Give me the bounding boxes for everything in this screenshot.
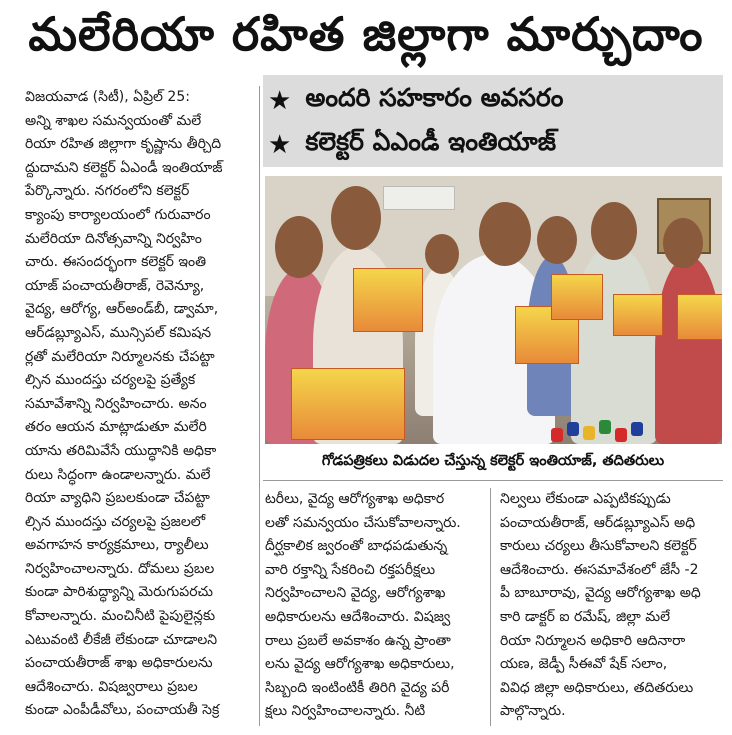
article-line: పేర్కొన్నారు. నగరంలోని కలెక్టర్ [25,183,190,200]
photo-poster-2 [291,368,405,440]
article-line: నిల్వలు లేకుండా ఎప్పటికప్పుడు [500,491,671,507]
article-line: ఆర్‌డబ్ల్యూఎస్, మున్సిపల్ కమిషన [25,324,212,341]
photo-person-7 [655,256,722,444]
article-line: రియా నిర్మూలన అధికారి ఆదినారా [500,632,686,649]
article-line: క్యాంపు కార్యాలయంలో గురువారం [25,206,211,223]
article-column-1 [25,86,253,723]
article-line: రులు సిద్ధంగా ఉండాలన్నారు. మలే [25,466,211,483]
article-line: పాల్గొన్నారు. [500,703,566,720]
news-photo [265,176,722,444]
photo-head-5 [537,216,577,264]
article-line: ఆదేశించారు. ఈసమావేశంలో జేసీ -2 [500,561,699,578]
article-line: క్షలు నిర్వహించాలన్నారు. నీటి [265,703,426,720]
article-line: నిర్వహించాలని వైద్య, ఆరోగ్యశాఖ [265,585,446,602]
article-line: కోవాలన్నారు. మంచినీటి పైపులైన్లకు [25,608,216,625]
photo-head-6 [591,202,637,260]
article-column-3 [500,488,717,724]
article-line: నిర్వహించాలన్నారు. దోమలు ప్రబల [25,560,215,577]
article-line: ద్దుదామని కలెక్టర్ ఏఎండీ ఇంతియాజ్ [25,159,223,176]
article-line: కుండా ఎంపీడీవోలు, పంచాయతీ సెక్ర [25,702,220,719]
article-line: వైద్య, ఆరోగ్య, ఆర్అండ్‌బీ, డ్వామా, [25,301,219,318]
article-line: రియా రహిత జిల్లాగా కృష్ణాను తీర్చిది [25,136,222,153]
article-line: విజయవాడ (సిటీ), ఏప్రిల్ 25: [25,89,190,105]
article-line: కుండా పారిశుద్ధ్యాన్ని మెరుగుపరచు [25,584,213,601]
article-line: కారులు చర్యలు తీసుకోవాలని కలెక్టర్ [500,538,697,555]
subhead-1 [268,80,720,122]
photo-poster-5 [613,294,663,336]
article-line: అధికారులను ఆదేశించారు. విషజ్వ [265,608,451,625]
photo-mic-3 [583,426,595,440]
article-line: వారి రక్తాన్ని సేకరించి రక్తపరీక్షలు [265,561,436,578]
star-icon: ★ [268,130,292,160]
article-line: సమావేశాన్ని నిర్వహించారు. అనం [25,395,207,412]
article-line: సిబ్బంది ఇంటింటికీ తిరిగి వైద్య పరీ [265,679,450,696]
article-line: పంచాయతీరాజ్, ఆర్‌డబ్ల్యూఎస్ అధి [500,514,696,531]
article-line: అన్ని శాఖల సమన్వయంతో మలే [25,112,202,129]
article-line: మలేరియా దినోత్సవాన్ని నిర్వహిం [25,230,202,247]
article-line: పంచాయతీరాజ్ శాఖ అధికారులను [25,655,213,672]
article-line: టరీలు, వైద్య ఆరోగ్యశాఖ అధికార [265,491,445,507]
photo-head-4 [479,202,531,266]
photo-air-conditioner [383,186,455,210]
article-line: ర్లతో మలేరియా నిర్మూలనకు చేపట్టా [25,348,215,365]
article-line: యాను తరిమివేసే యుద్ధానికి అధికా [25,442,217,459]
article-line: యాజ్ పంచాయతీరాజ్, రెవెన్యూ, [25,277,205,294]
photo-mic-4 [599,420,611,434]
article-line: దీర్ఘకాలిక జ్వరంతో బాధపడుతున్న [265,538,448,555]
photo-poster-4 [551,274,603,320]
photo-head-2 [331,186,381,250]
article-line: చారు. ఈసందర్భంగా కలెక్టర్ ఇంతి [25,254,207,271]
headline: మలేరియా రహిత జిల్లాగా మార్చుదాం [28,7,704,61]
photo-mic-2 [567,422,579,436]
subhead-2 [268,124,720,166]
article-line: లను వైద్య ఆరోగ్యశాఖ అధికారులు, [265,656,455,673]
article-line: వివిధ జిల్లా అధికారులు, తదితరులు [500,679,694,696]
article-line: కారి డాక్టర్ ఐ రమేష్, జిల్లా మలే [500,608,671,625]
photo-caption: గోడపత్రికలు విడుదల చేస్తున్న కలెక్టర్ ఇంతియాజ్, తదితరులు [263,446,723,481]
star-icon: ★ [268,86,292,116]
article-line: ల్సిన ముందస్తు చర్యలపై ప్రజలలో [25,513,206,530]
photo-head-1 [275,216,323,278]
article-line: పీ బాబూరావు, వైద్య ఆరోగ్యశాఖ అధి [500,585,701,602]
photo-mic-1 [551,428,563,442]
article-line: రాలు ప్రబలే అవకాశం ఉన్న ప్రాంతా [265,632,451,649]
article-line: లతో సమన్వయం చేసుకోవాలన్నారు. [265,514,461,531]
article-line: రియా వ్యాధిని ప్రబలకుండా చేపట్టా [25,490,210,507]
article-line: అవగాహన కార్యక్రమాలు, ర్యాలీలు [25,537,209,554]
subhead-1-text: అందరి సహకారం అవసరం [305,83,564,112]
article-line: ఆదేశించారు. విషజ్వరాలు ప్రబల [25,678,198,695]
article-line: యణ, జెడ్పీ సీఈవో షేక్ సలాం, [500,656,668,673]
photo-head-3 [425,234,459,274]
photo-mic-6 [631,422,643,436]
article-line: తరం ఆయన మాట్లాడుతూ మలేరి [25,419,207,436]
article-line: ల్సిన ముందస్తు చర్యలపై ప్రత్యేక [25,372,196,389]
article-column-2 [265,488,480,724]
photo-poster-1 [353,268,423,332]
photo-mic-5 [615,428,627,442]
subhead-2-text: కలెక్టర్ ఏఎండీ ఇంతియాజ్ [305,127,556,156]
photo-head-7 [663,218,703,268]
column-divider-1 [259,86,260,726]
column-divider-2 [490,488,491,726]
photo-poster-6 [677,294,722,340]
article-line: ఎటువంటి లీకేజీ లేకుండా చూడాలని [25,631,218,648]
